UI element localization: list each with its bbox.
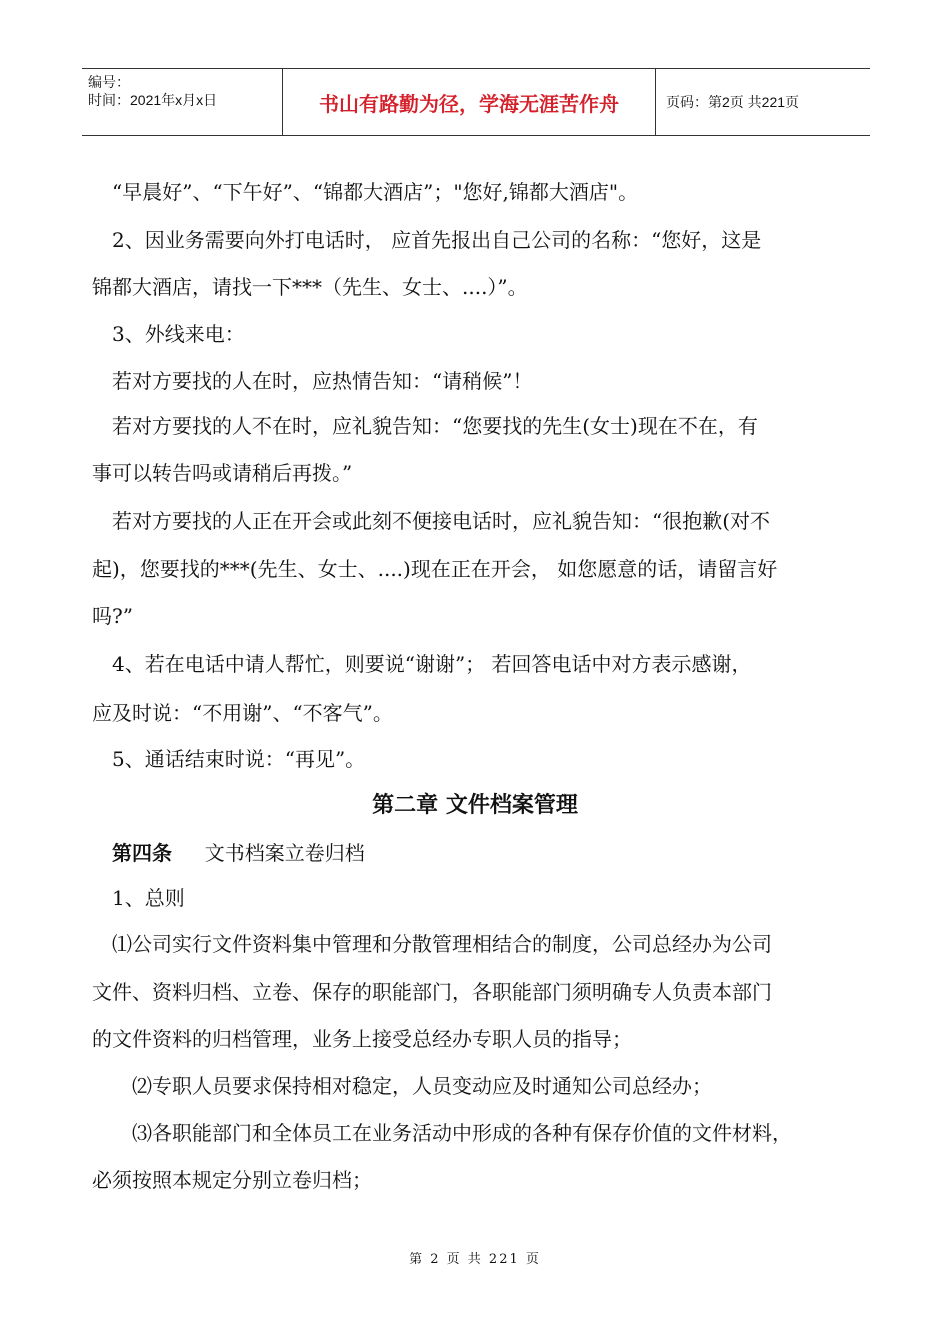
paragraph-line: ⑵专职人员要求保持相对稳定，人员变动应及时通知公司总经办； [132,1074,712,1098]
paragraph-line: ⑴公司实行文件资料集中管理和分散管理相结合的制度，公司总经办为公司 [112,932,772,956]
article-title: 文书档案立卷归档 [204,841,365,865]
paragraph-line: 若对方要找的人在时，应热情告知：“请稍候”！ [112,369,533,393]
page-header [82,68,870,136]
paragraph-line: 若对方要找的人不在时，应礼貌告知：“您要找的先生(女士)现在不在，有 [112,414,758,438]
paragraph-line: 应及时说：“不用谢”、“不客气”。 [92,701,393,725]
paragraph-line: “早晨好”、“下午好”、“锦都大酒店”；"您好,锦都大酒店"。 [112,180,639,204]
paragraph-line: 若对方要找的人正在开会或此刻不便接电话时，应礼貌告知：“很抱歉(对不 [112,509,771,533]
header-page-info: 页码：第2页 共221页 [666,94,800,110]
header-meta [82,69,282,135]
paragraph-line: ⑶各职能部门和全体员工在业务活动中形成的各种有保存价值的文件材料， [132,1121,792,1145]
paragraph-line: 5、通话结束时说：“再见”。 [112,747,366,771]
paragraph-line: 文件、资料归档、立卷、保存的职能部门，各职能部门须明确专人负责本部门 [92,980,772,1004]
article-heading [112,837,365,866]
paragraph-line: 1、总则 [112,886,185,910]
page-footer: 第 2 页 共 221 页 [409,1252,541,1267]
paragraph-line: 4、若在电话中请人帮忙，则要说“谢谢”； 若回答电话中对方表示感谢， [112,652,752,676]
paragraph-line: 3、外线来电： [112,322,245,346]
chapter-heading: 第二章 文件档案管理 [372,793,578,818]
paragraph-line: 的文件资料的归档管理，业务上接受总经办专职人员的指导； [92,1027,632,1051]
paragraph-line: 起)，您要找的***(先生、女士、....)现在正在开会， 如您愿意的话，请留言好 [92,557,778,581]
doc-number-label: 编号： [88,74,130,90]
doc-time-label: 时间：2021年x月x日 [88,92,218,108]
paragraph-line: 吗?” [92,604,133,628]
header-motto: 书山有路勤为径，学海无涯苦作舟 [282,69,656,135]
paragraph-line: 必须按照本规定分别立卷归档； [92,1168,372,1192]
paragraph-line: 2、因业务需要向外打电话时， 应首先报出自己公司的名称：“您好，这是 [112,228,762,252]
paragraph-line: 锦都大酒店，请找一下***（先生、女士、....）”。 [92,275,528,299]
paragraph-line: 事可以转告吗或请稍后再拨。” [92,461,353,485]
article-label: 第四条 [112,841,172,865]
